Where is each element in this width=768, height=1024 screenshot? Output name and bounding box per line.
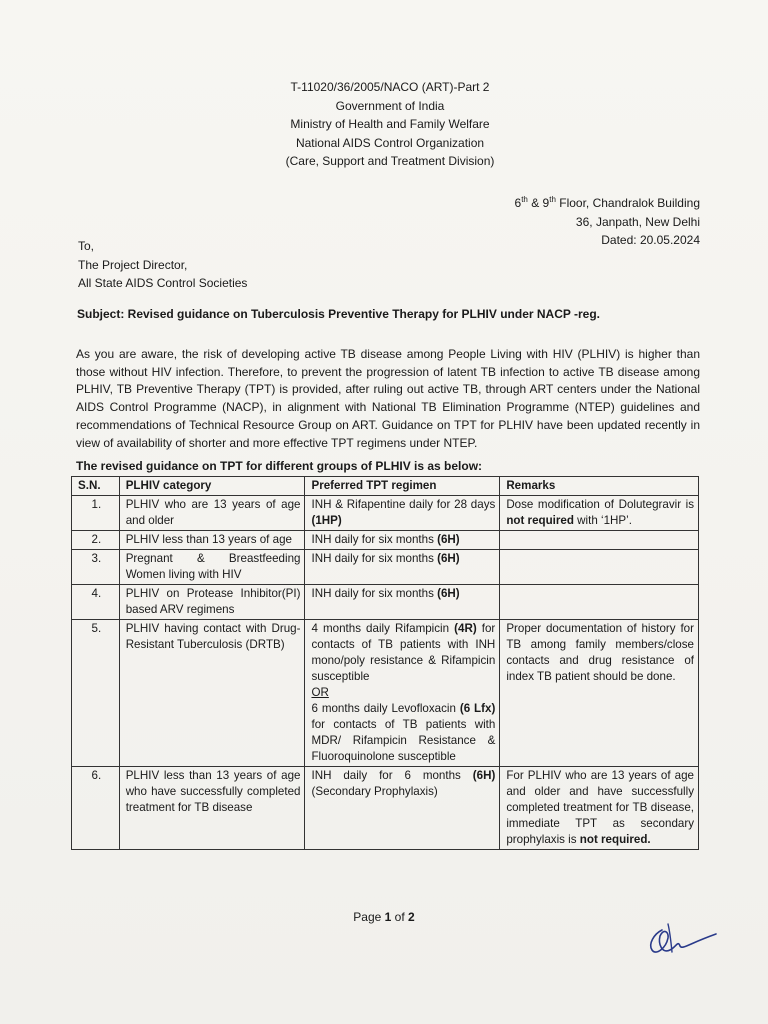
letter-subject: Subject: Revised guidance on Tuberculosis Preventive Therapy for PLHIV under NACP -reg. (77, 307, 601, 321)
table-row (72, 767, 699, 850)
table-header-row (72, 477, 699, 496)
cell-remarks (500, 531, 699, 550)
cell-category: PLHIV on Protease Inhibitor(PI) based ARV regimens (119, 585, 305, 620)
cell-sn: 5. (72, 620, 120, 767)
header-remarks: Remarks (500, 477, 699, 496)
regimen-or: OR (311, 686, 329, 699)
cell-remarks (500, 585, 699, 620)
table-heading: The revised guidance on TPT for different groups of PLHIV is as below: (76, 459, 483, 473)
cell-category: PLHIV who are 13 years of age and older (119, 496, 305, 531)
cell-sn: 3. (72, 550, 120, 585)
table-row (72, 531, 699, 550)
letter-body: As you are aware, the risk of developing active TB disease among People Living with HIV (PLHIV) is higher than those without HIV infection. Therefore, to prevent the progression of latent TB infection to active TB disease among PLHIV, TB Preventive Therapy (TPT) is provided, after ruling out active TB, through ART centers under the National AIDS Control Programme (NACP), in alignment with National TB Elimination Programme (NTEP) guidelines and recommendations of Technical Resource Group on ART. Guidance on TPT for PLHIV have been updated recently in view of availability of shorter and more effective TPT regimens under NTEP. (76, 347, 700, 450)
recipient-block (78, 237, 247, 293)
cell-category: PLHIV less than 13 years of age who have successfully completed treatment for TB disease (119, 767, 305, 850)
cell-category: PLHIV having contact with Drug-Resistant Tuberculosis (DRTB) (119, 620, 305, 767)
letter-date: Dated: 20.05.2024 (601, 233, 700, 247)
org-line: National AIDS Control Organization (295, 135, 485, 150)
letter-header (240, 78, 540, 171)
cell-regimen (305, 620, 500, 767)
tpt-guidance-table (71, 476, 699, 850)
cell-regimen: INH daily for six months (6H) (305, 585, 500, 620)
recipient-line: To, (78, 239, 95, 253)
regimen-option-b: 6 months daily Levofloxacin (6 Lfx) for contacts of TB patients with MDR/ Rifampicin Resistance & Fluoroquinolone susceptible (311, 702, 496, 763)
cell-regimen: INH daily for 6 months (6H) (Secondary Prophylaxis) (305, 767, 500, 850)
header-category: PLHIV category (119, 477, 305, 496)
org-line: (Care, Support and Treatment Division) (285, 154, 495, 168)
cell-sn: 4. (72, 585, 120, 620)
cell-category: Pregnant & Breastfeeding Women living with HIV (119, 550, 305, 585)
address-floor: 6th & 9th Floor, Chandralok Building (514, 195, 700, 210)
table-row (72, 496, 699, 531)
org-line: Ministry of Health and Family Welfare (290, 117, 490, 131)
cell-remarks: Proper documentation of history for TB among family members/close contacts and drug resistance of index TB patient should be done. (500, 620, 699, 767)
cell-sn: 2. (72, 531, 120, 550)
table-row (72, 550, 699, 585)
recipient-line: All State AIDS Control Societies (78, 276, 248, 290)
recipient-line: The Project Director, (78, 257, 188, 272)
cell-remarks: For PLHIV who are 13 years of age and older and have successfully completed treatment for TB disease, immediate TPT as secondary prophylaxis is not required. (500, 767, 699, 850)
table-row (72, 585, 699, 620)
cell-sn: 6. (72, 767, 120, 850)
cell-regimen: INH daily for six months (6H) (305, 531, 500, 550)
cell-category: PLHIV less than 13 years of age (119, 531, 305, 550)
header-regimen: Preferred TPT regimen (305, 477, 500, 496)
cell-remarks (500, 550, 699, 585)
regimen-option-a: 4 months daily Rifampicin (4R) for contacts of TB patients with INH mono/poly resistance & Rifampicin susceptible (311, 622, 496, 683)
address-street: 36, Janpath, New Delhi (575, 214, 700, 229)
table-row (72, 620, 699, 767)
signature (640, 914, 730, 964)
cell-regimen: INH & Rifapentine daily for 28 days (1HP) (305, 496, 500, 531)
reference-number: T-11020/36/2005/NACO (ART)-Part 2 (290, 80, 490, 94)
page-number: Page 1 of 2 (353, 910, 415, 924)
cell-regimen: INH daily for six months (6H) (305, 550, 500, 585)
office-address (515, 191, 700, 250)
cell-remarks: Dose modification of Dolutegravir is not required with ‘1HP’. (500, 496, 699, 531)
org-line: Government of India (335, 98, 445, 113)
header-sn: S.N. (72, 477, 120, 496)
cell-sn: 1. (72, 496, 120, 531)
